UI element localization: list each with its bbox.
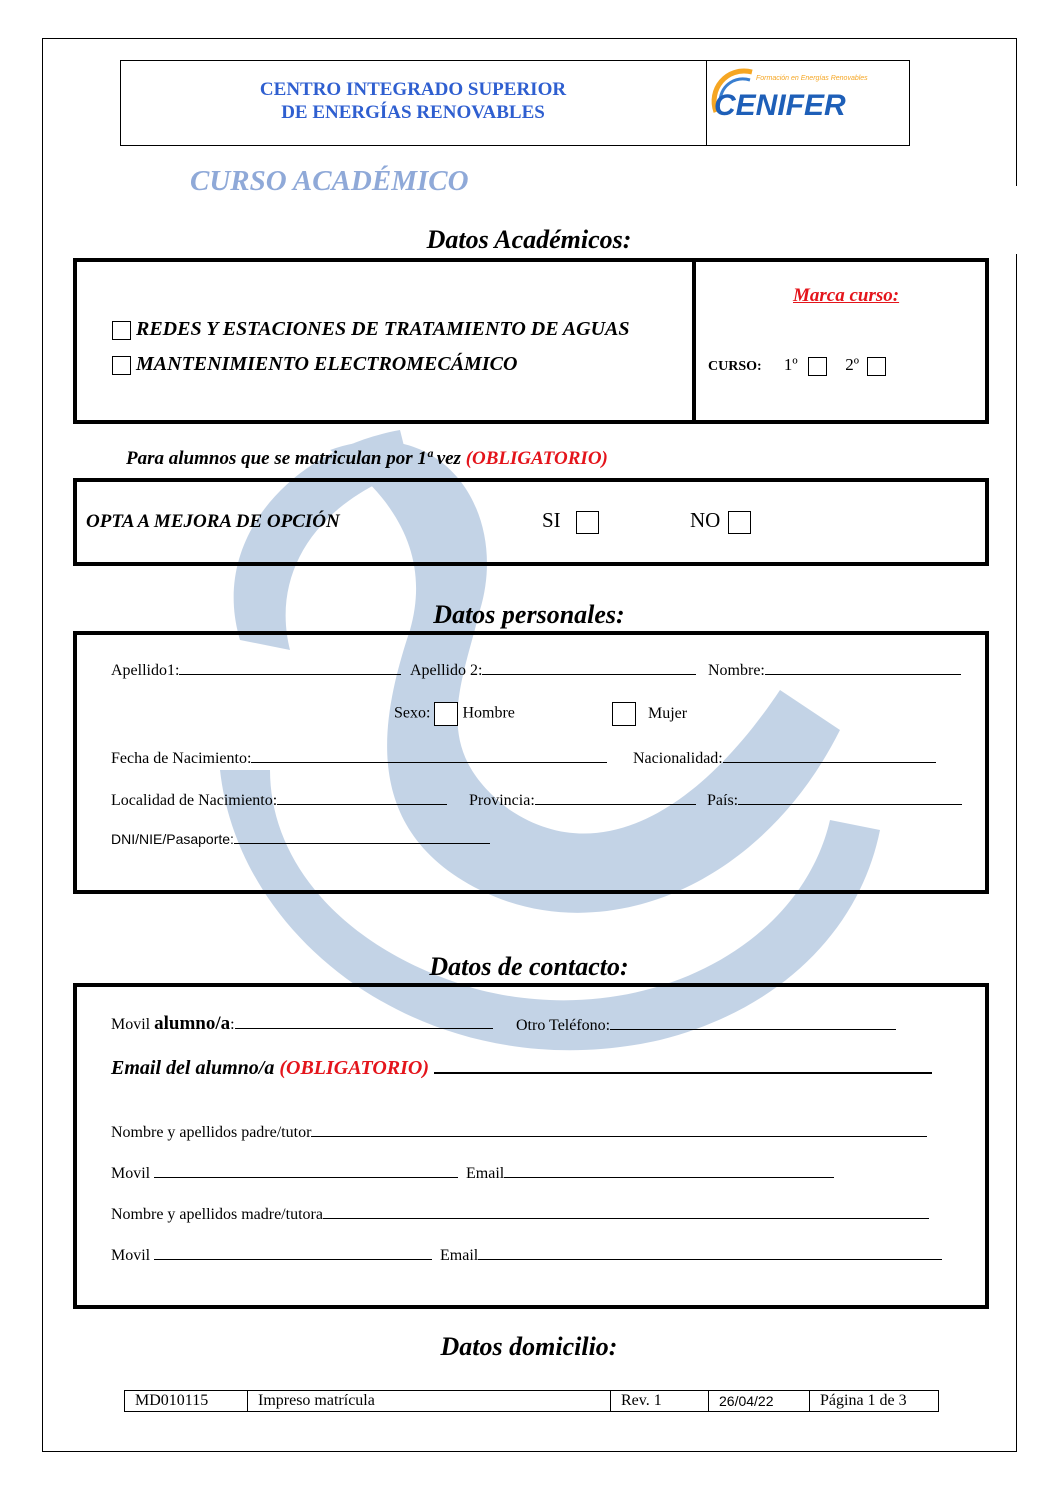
institution-name	[120, 78, 706, 124]
apellido1-line[interactable]	[179, 660, 401, 675]
madre-label: Nombre y apellidos madre/tutora	[111, 1206, 323, 1223]
mejora-no-checkbox[interactable]	[728, 511, 751, 534]
otro-telefono-field[interactable]	[516, 1015, 896, 1035]
mejora-si[interactable]	[542, 508, 599, 534]
padre-line[interactable]	[311, 1122, 927, 1137]
cenifer-logo	[706, 60, 910, 146]
footer-date: 26/04/22	[709, 1391, 810, 1412]
curso-year-row	[708, 355, 886, 376]
fecha-line[interactable]	[251, 748, 607, 763]
primera-vez-text: Para alumnos que se matriculan por 1ª vez	[126, 448, 461, 469]
personales-title: Datos personales:	[433, 600, 625, 629]
madre-movil-label: Movil	[111, 1247, 151, 1264]
dni-field[interactable]	[111, 829, 490, 847]
padre-email-field[interactable]	[466, 1163, 834, 1183]
apellido2-field[interactable]	[410, 660, 696, 680]
curso-label: CURSO:	[708, 359, 762, 374]
academicos-divider	[692, 258, 696, 424]
nacionalidad-line[interactable]	[723, 748, 936, 763]
primera-vez-obligatorio: (OBLIGATORIO)	[465, 448, 608, 469]
institution-name-line1: CENTRO INTEGRADO SUPERIOR	[259, 79, 567, 100]
marca-curso-label: Marca curso:	[793, 285, 900, 306]
course-option-2[interactable]	[112, 353, 517, 376]
email-alumno-obligatorio: (OBLIGATORIO)	[279, 1057, 430, 1079]
madre-line[interactable]	[323, 1204, 929, 1219]
dni-line[interactable]	[234, 829, 490, 844]
localidad-field[interactable]	[111, 790, 447, 810]
sexo-label: Sexo:	[394, 704, 431, 722]
footer-page: Página 1 de 3	[810, 1391, 939, 1412]
curso-2-label: 2º	[845, 355, 859, 374]
apellido2-line[interactable]	[482, 660, 696, 675]
padre-field[interactable]	[111, 1122, 927, 1142]
academicos-box	[73, 258, 989, 424]
academicos-title: Datos Académicos:	[426, 225, 632, 254]
sexo-row	[394, 702, 515, 726]
apellido1-label: Apellido1:	[111, 662, 180, 679]
footer-doc: Impreso matrícula	[248, 1391, 611, 1412]
localidad-label: Localidad de Nacimiento:	[111, 792, 278, 809]
movil-alumno-colon: :	[230, 1016, 235, 1033]
domicilio-title: Datos domicilio:	[440, 1332, 618, 1361]
padre-email-line[interactable]	[504, 1163, 834, 1178]
padre-movil-line[interactable]	[154, 1163, 458, 1178]
footer-code: MD010115	[125, 1391, 248, 1412]
madre-email-label: Email	[440, 1247, 479, 1264]
padre-movil-field[interactable]	[111, 1163, 458, 1183]
hombre-checkbox[interactable]	[434, 702, 458, 726]
mejora-si-label: SI	[542, 508, 561, 532]
primera-vez-note	[126, 448, 608, 470]
fecha-label: Fecha de Nacimiento:	[111, 750, 252, 767]
padre-email-label: Email	[466, 1165, 505, 1182]
curso-2-checkbox[interactable]	[867, 357, 886, 376]
curso-1-checkbox[interactable]	[808, 357, 827, 376]
madre-movil-field[interactable]	[111, 1245, 432, 1265]
pais-line[interactable]	[738, 790, 962, 805]
mejora-si-checkbox[interactable]	[576, 511, 599, 534]
mejora-label: OPTA A MEJORA DE OPCIÓN	[86, 511, 340, 532]
apellido1-field[interactable]	[111, 660, 401, 680]
footer-row	[125, 1391, 939, 1412]
email-alumno-line[interactable]	[434, 1056, 932, 1074]
email-alumno-field[interactable]	[111, 1056, 932, 1080]
apellido2-label: Apellido 2:	[410, 662, 483, 679]
curso-title: CURSO ACADÉMICO	[190, 165, 469, 197]
course-option-1-checkbox[interactable]	[112, 321, 131, 340]
provincia-line[interactable]	[535, 790, 696, 805]
mujer-label: Mujer	[648, 704, 688, 722]
mujer-option	[612, 702, 687, 726]
nombre-line[interactable]	[765, 660, 961, 675]
provincia-label: Provincia:	[469, 792, 535, 809]
email-alumno-label: Email del alumno/a	[111, 1057, 275, 1079]
course-option-1[interactable]	[112, 318, 630, 341]
hombre-label: Hombre	[462, 704, 515, 722]
movil-alumno-field[interactable]	[111, 1013, 493, 1035]
nombre-field[interactable]	[708, 660, 961, 680]
institution-name-line2: DE ENERGÍAS RENOVABLES	[281, 102, 545, 123]
dni-label: DNI/NIE/Pasaporte:	[111, 831, 234, 847]
movil-alumno-bold: alumno/a	[154, 1013, 231, 1034]
padre-label: Nombre y apellidos padre/tutor	[111, 1124, 312, 1141]
course-option-2-label: MANTENIMIENTO ELECTROMECÁMICO	[136, 353, 518, 375]
curso-1-label: 1º	[783, 355, 798, 374]
mejora-no[interactable]	[690, 508, 751, 534]
otro-telefono-label: Otro Teléfono:	[516, 1017, 611, 1034]
mujer-checkbox[interactable]	[612, 702, 636, 726]
nacionalidad-field[interactable]	[633, 748, 936, 768]
movil-alumno-line[interactable]	[235, 1014, 493, 1029]
course-option-1-label: REDES Y ESTACIONES DE TRATAMIENTO DE AGUAS	[136, 318, 630, 340]
pais-field[interactable]	[707, 790, 962, 810]
otro-telefono-line[interactable]	[610, 1015, 896, 1030]
mejora-no-label: NO	[690, 508, 721, 532]
madre-field[interactable]	[111, 1204, 929, 1224]
localidad-line[interactable]	[277, 790, 447, 805]
footer-table	[124, 1390, 939, 1412]
madre-email-line[interactable]	[478, 1245, 942, 1260]
contacto-title: Datos de contacto:	[429, 952, 629, 981]
movil-alumno-prefix: Movil	[111, 1016, 155, 1033]
footer-rev: Rev. 1	[611, 1391, 709, 1412]
padre-movil-label: Movil	[111, 1165, 151, 1182]
course-option-2-checkbox[interactable]	[112, 356, 131, 375]
madre-email-field[interactable]	[440, 1245, 942, 1265]
logo-tagline: Formación en Energías Renovables	[756, 75, 868, 82]
madre-movil-line[interactable]	[154, 1245, 432, 1260]
provincia-field[interactable]	[469, 790, 696, 810]
fecha-field[interactable]	[111, 748, 607, 768]
pais-label: País:	[707, 792, 739, 809]
nacionalidad-label: Nacionalidad:	[633, 750, 723, 767]
logo-wordmark: CENIFER	[714, 89, 846, 122]
nombre-label: Nombre:	[708, 662, 765, 679]
